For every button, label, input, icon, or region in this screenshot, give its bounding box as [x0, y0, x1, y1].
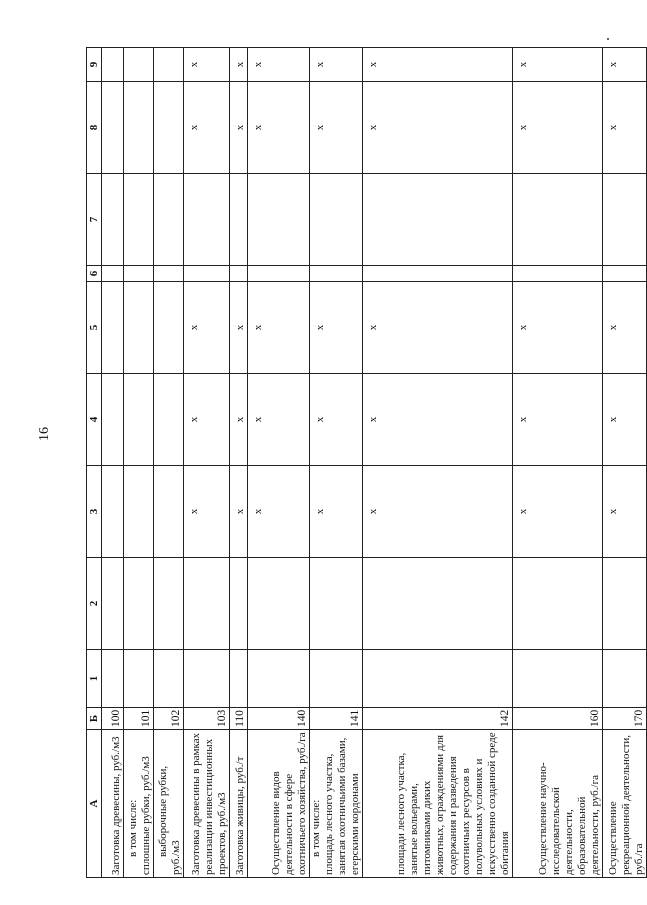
row-code: 102: [154, 708, 184, 730]
row-label-part: в том числе:: [310, 799, 322, 857]
cross-mark-cell: x: [513, 82, 603, 174]
column-header: 2: [87, 558, 102, 650]
row-code: 141: [310, 708, 363, 730]
cross-mark-cell: x: [230, 374, 248, 466]
table-row: [230, 48, 248, 878]
column-header: 4: [87, 374, 102, 466]
scan-speck: [607, 38, 609, 40]
column-header: А: [87, 730, 102, 878]
cross-mark-cell: x: [310, 48, 363, 82]
empty-cell: [124, 266, 154, 282]
empty-cell: [124, 650, 154, 708]
row-label: [603, 730, 647, 878]
empty-cell: [102, 466, 124, 558]
header-row: [87, 48, 102, 878]
empty-cell: [154, 174, 184, 266]
empty-cell: [154, 374, 184, 466]
cross-mark-cell: x: [310, 374, 363, 466]
empty-cell: [154, 558, 184, 650]
table-row: [513, 48, 603, 878]
cross-mark-cell: x: [513, 282, 603, 374]
cross-mark-cell: x: [363, 282, 513, 374]
cross-mark-cell: x: [603, 82, 647, 174]
column-header: Б: [87, 708, 102, 730]
empty-cell: [102, 558, 124, 650]
empty-cell: [154, 266, 184, 282]
column-header: 6: [87, 266, 102, 282]
row-code: 100: [102, 708, 124, 730]
empty-cell: [102, 374, 124, 466]
rotated-table-wrapper: [86, 48, 645, 878]
empty-cell: [102, 650, 124, 708]
row-code: 101: [124, 708, 154, 730]
row-label-part: выборочные рубки,: [157, 765, 169, 857]
row-label: [513, 730, 603, 878]
row-label: [248, 730, 310, 878]
empty-cell: [124, 82, 154, 174]
column-header: 3: [87, 466, 102, 558]
cross-mark-cell: x: [363, 82, 513, 174]
empty-cell: [154, 650, 184, 708]
empty-cell: [184, 558, 230, 650]
empty-cell: [363, 266, 513, 282]
empty-cell: [184, 266, 230, 282]
table-row: [154, 48, 184, 878]
empty-cell: [154, 282, 184, 374]
column-header: 1: [87, 650, 102, 708]
table-row: [310, 48, 363, 878]
empty-cell: [154, 82, 184, 174]
cross-mark-cell: x: [310, 466, 363, 558]
row-label: [184, 730, 230, 878]
cross-mark-cell: x: [248, 466, 310, 558]
cross-mark-cell: x: [363, 466, 513, 558]
empty-cell: [603, 266, 647, 282]
table-row: [248, 48, 310, 878]
cross-mark-cell: x: [230, 48, 248, 82]
row-label: [102, 730, 124, 878]
empty-cell: [363, 174, 513, 266]
empty-cell: [230, 266, 248, 282]
cross-mark-cell: x: [603, 282, 647, 374]
empty-cell: [184, 650, 230, 708]
empty-cell: [124, 48, 154, 82]
cross-mark-cell: x: [603, 466, 647, 558]
row-code: 160: [513, 708, 603, 730]
empty-cell: [124, 282, 154, 374]
cross-mark-cell: x: [603, 374, 647, 466]
row-label-part: Заготовка живицы, руб./т: [234, 756, 246, 875]
cross-mark-cell: x: [603, 48, 647, 82]
table-row: [184, 48, 230, 878]
cross-mark-cell: x: [184, 82, 230, 174]
cross-mark-cell: x: [184, 282, 230, 374]
cross-mark-cell: x: [248, 82, 310, 174]
empty-cell: [124, 466, 154, 558]
row-label-part: Заготовка древесины в рамках реализации инвестиционных проектов, руб./м3: [190, 732, 228, 875]
row-label-part: руб./м3: [170, 840, 182, 875]
table-row: [603, 48, 647, 878]
cross-mark-cell: x: [184, 48, 230, 82]
row-label: [310, 730, 363, 878]
empty-cell: [310, 558, 363, 650]
empty-cell: [363, 650, 513, 708]
row-label-part: Осуществление рекреационной деятельности, руб./га: [607, 734, 645, 875]
row-label-part: Заготовка древесины, руб./м3: [110, 736, 122, 875]
table-row: [363, 48, 513, 878]
row-label-part: Осуществление видов деятельности в сфере охотничьего хозяйства, руб./га: [270, 732, 308, 875]
empty-cell: [154, 48, 184, 82]
cross-mark-cell: x: [248, 48, 310, 82]
cross-mark-cell: x: [230, 282, 248, 374]
empty-cell: [513, 558, 603, 650]
row-code: 103: [184, 708, 230, 730]
row-code: 170: [603, 708, 647, 730]
empty-cell: [248, 266, 310, 282]
row-label: [363, 730, 513, 878]
column-header: 9: [87, 48, 102, 82]
table-row: [102, 48, 124, 878]
empty-cell: [310, 266, 363, 282]
empty-cell: [154, 466, 184, 558]
empty-cell: [603, 174, 647, 266]
empty-cell: [248, 174, 310, 266]
cross-mark-cell: x: [363, 374, 513, 466]
row-label-part: сплошные рубки, руб./м3: [140, 756, 152, 875]
cross-mark-cell: x: [513, 48, 603, 82]
empty-cell: [102, 266, 124, 282]
empty-cell: [102, 174, 124, 266]
row-code: 110: [230, 708, 248, 730]
empty-cell: [102, 82, 124, 174]
row-label-part: Осуществление научно-исследовательской деятельности, образовательной деятельности, руб./га: [537, 762, 601, 875]
cross-mark-cell: x: [513, 374, 603, 466]
row-label-part: площадь лесного участка, занятая охотничьими базами, егерскими кордонами: [323, 737, 361, 875]
cross-mark-cell: x: [513, 466, 603, 558]
empty-cell: [603, 650, 647, 708]
empty-cell: [248, 650, 310, 708]
column-header: 5: [87, 282, 102, 374]
cross-mark-cell: x: [230, 466, 248, 558]
row-code: 140: [248, 708, 310, 730]
row-label: [154, 730, 184, 878]
cross-mark-cell: x: [184, 466, 230, 558]
empty-cell: [102, 48, 124, 82]
empty-cell: [124, 558, 154, 650]
empty-cell: [230, 558, 248, 650]
row-label-part: площади лесного участка, занятые вольерами, питомниками диких животных, ограждениями для содержания и разведения охотничьих ресурсов в полувольных условиях и искусственно созданной среде обитания: [395, 732, 511, 875]
cross-mark-cell: x: [248, 374, 310, 466]
row-label: [230, 730, 248, 878]
column-header: 7: [87, 174, 102, 266]
empty-cell: [513, 650, 603, 708]
empty-cell: [230, 650, 248, 708]
page-number: 16: [37, 427, 52, 441]
empty-cell: [603, 558, 647, 650]
empty-cell: [310, 650, 363, 708]
empty-cell: [184, 174, 230, 266]
cross-mark-cell: x: [363, 48, 513, 82]
empty-cell: [363, 558, 513, 650]
cross-mark-cell: x: [310, 82, 363, 174]
empty-cell: [310, 174, 363, 266]
column-header: 8: [87, 82, 102, 174]
empty-cell: [513, 174, 603, 266]
cross-mark-cell: x: [310, 282, 363, 374]
empty-cell: [102, 282, 124, 374]
cross-mark-cell: x: [184, 374, 230, 466]
row-code: 142: [363, 708, 513, 730]
cross-mark-cell: x: [230, 82, 248, 174]
empty-cell: [124, 174, 154, 266]
cross-mark-cell: x: [248, 282, 310, 374]
empty-cell: [248, 558, 310, 650]
empty-cell: [230, 174, 248, 266]
empty-cell: [124, 374, 154, 466]
table-row: [124, 48, 154, 878]
empty-cell: [513, 266, 603, 282]
row-label: [124, 730, 154, 878]
row-label-part: в том числе:: [127, 799, 139, 857]
data-table: [86, 47, 647, 878]
